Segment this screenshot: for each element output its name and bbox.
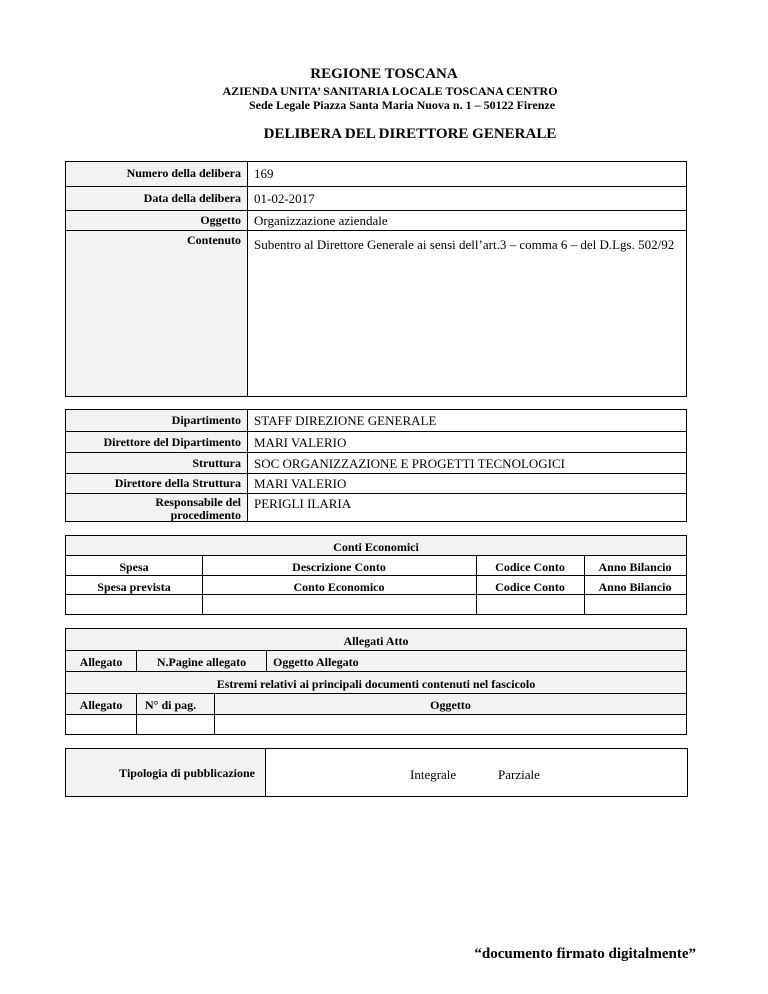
estremi-h-npag: N° di pag.: [136, 694, 214, 715]
allegati-h1-allegato: Allegato: [79, 655, 123, 669]
allegati-header-row: [66, 651, 686, 672]
resp-label: Responsabile del procedimento: [66, 494, 248, 521]
struttura-label: Struttura: [66, 453, 248, 473]
oggetto-value: Organizzazione aziendale: [254, 213, 388, 228]
pubblicazione-label: Tipologia di pubblicazione: [66, 749, 266, 796]
conti-header-row-1: [66, 556, 686, 576]
data-label: Data della delibera: [66, 187, 248, 210]
pubblicazione-parziale[interactable]: Parziale: [498, 767, 540, 782]
contenuto-value: Subentro al Direttore Generale ai sensi dell’art.3 – comma 6 – del D.Lgs. 502/92: [254, 237, 675, 252]
estremi-row: [66, 672, 686, 694]
conti-h2-conto: Conto Economico: [293, 580, 385, 594]
dir-str-label: Direttore della Struttura: [66, 474, 248, 493]
header-seat: Sede Legale Piazza Santa Maria Nuova n. 1 – 50122 Firenze: [248, 98, 556, 112]
conti-divider: [584, 556, 585, 614]
dir-dip-label: Direttore del Dipartimento: [66, 432, 248, 452]
allegati-title: Allegati Atto: [343, 634, 409, 648]
conti-h2-codice: Codice Conto: [495, 580, 565, 594]
allegati-h1-npagine: N.Pagine allegato: [136, 651, 266, 672]
estremi-header-row: [66, 694, 686, 715]
estremi-divider: [136, 715, 137, 734]
oggetto-row: [66, 211, 686, 231]
conti-header-row-2: [66, 576, 686, 595]
numero-row: [66, 162, 686, 187]
struttura-table: [65, 409, 687, 522]
estremi-title: Estremi relativi ai principali documenti contenuti nel fascicolo: [216, 677, 536, 691]
allegati-table: [65, 628, 687, 735]
numero-value: 169: [254, 166, 274, 181]
resp-value: PERIGLI ILARIA: [254, 496, 352, 511]
dipartimento-label: Dipartimento: [66, 410, 248, 431]
header-region: REGIONE TOSCANA: [310, 66, 458, 82]
pubblicazione-table: [65, 748, 688, 797]
conti-divider: [202, 556, 203, 614]
delibera-table: [65, 161, 687, 397]
conti-title: Conti Economici: [333, 540, 419, 554]
dir-str-value: MARI VALERIO: [254, 476, 347, 491]
estremi-divider: [214, 715, 215, 734]
oggetto-label: Oggetto: [66, 211, 248, 230]
dir-str-row: [66, 474, 686, 494]
data-value: 01-02-2017: [254, 191, 315, 206]
conti-h1-spesa: Spesa: [119, 560, 149, 574]
dipartimento-row: [66, 410, 686, 432]
dir-dip-value: MARI VALERIO: [254, 435, 347, 450]
pubblicazione-integrale[interactable]: Integrale: [410, 767, 457, 782]
document-title: DELIBERA DEL DIRETTORE GENERALE: [263, 126, 557, 142]
conti-h2-spesa: Spesa prevista: [97, 580, 171, 594]
numero-label: Numero della delibera: [66, 162, 248, 186]
contenuto-row: [66, 231, 686, 396]
estremi-h-oggetto: Oggetto: [214, 694, 686, 715]
struttura-value: SOC ORGANIZZAZIONE E PROGETTI TECNOLOGICI: [254, 456, 566, 471]
dipartimento-value: STAFF DIREZIONE GENERALE: [254, 413, 437, 428]
data-row: [66, 187, 686, 211]
conti-title-row: [66, 536, 686, 556]
header-agency: AZIENDA UNITA’ SANITARIA LOCALE TOSCANA CENTRO: [222, 84, 558, 98]
conti-h1-descrizione: Descrizione Conto: [292, 560, 386, 574]
resp-row: [66, 494, 686, 521]
allegati-title-row: [66, 629, 686, 651]
allegati-h1-oggetto: Oggetto Allegato: [266, 651, 686, 672]
struttura-row: [66, 453, 686, 474]
conti-h1-anno: Anno Bilancio: [598, 560, 672, 574]
conti-table: [65, 535, 687, 615]
dir-dip-row: [66, 432, 686, 453]
conti-h2-anno: Anno Bilancio: [598, 580, 672, 594]
estremi-h-allegato: Allegato: [79, 698, 123, 712]
conti-divider: [476, 556, 477, 614]
conti-h1-codice: Codice Conto: [495, 560, 565, 574]
digital-signature-note: “documento firmato digitalmente”: [474, 946, 696, 962]
contenuto-label: Contenuto: [66, 231, 248, 396]
